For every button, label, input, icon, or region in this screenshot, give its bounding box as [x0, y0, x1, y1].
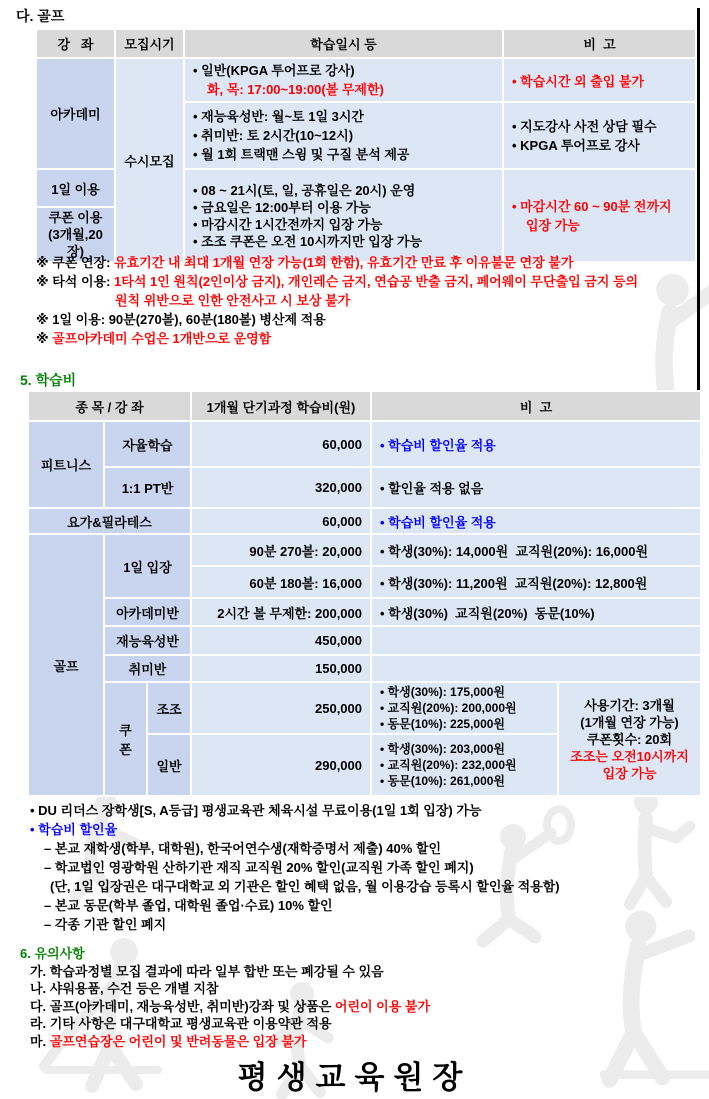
schedule-line: • 금요일은 12:00부터 이용 가능	[193, 199, 371, 215]
usage-line: (1개월 연장 가능)	[580, 714, 679, 730]
cell-self-study-note: • 학습비 할인율 적용	[371, 421, 701, 467]
section-5-title: 5. 학습비	[20, 372, 77, 388]
caution-red-text: 골프연습장은 어린이 및 반려동물은 입장 불가	[49, 1033, 307, 1049]
t1-header-remarks: 비 고	[503, 29, 696, 58]
cautions-section	[20, 945, 430, 1050]
page-edge-line	[697, 8, 700, 390]
footnote-label: ※ 타석 이용:	[36, 274, 115, 289]
footnote-tee-use	[36, 272, 704, 291]
cell-hobby-note-empty	[371, 655, 701, 682]
footnote-red-text: 유효기간 내 최대 1개월 연장 가능(1회 한함), 유효기간 만료 후 이유불문 연장 불가	[114, 255, 574, 270]
caution-red-text: 어린이 이용 불가	[334, 998, 431, 1014]
coupon-label-line: (3개월,20장)	[48, 227, 103, 259]
note-discount-abolished: – 각종 기관 할인 폐지	[44, 917, 167, 932]
cell-hobby-fee: 150,000	[191, 655, 371, 682]
discount-line: • 동문(10%): 261,000원	[380, 774, 506, 788]
footnotes	[36, 253, 704, 348]
note-discount-rate-title: • 학습비 할인율	[30, 822, 118, 837]
cell-coupon-general-fee: 290,000	[191, 734, 371, 796]
cell-pt-note: • 할인율 적용 없음	[371, 467, 701, 508]
note-line-red: 입장 가능	[526, 217, 580, 233]
signature-title: 평생교육원장	[237, 1060, 472, 1095]
cell-coupon-general-label: 일반	[147, 734, 191, 796]
footnote-academy-class	[36, 329, 704, 348]
schedule-line-red: 화, 목: 17:00~19:00(볼 무제한)	[207, 82, 384, 97]
discount-notes	[30, 801, 560, 934]
cell-day-entry-note-60: • 학생(30%): 11,200원 교직원(20%): 12,800원	[371, 566, 701, 598]
cell-academy-class-label: 아카데미반	[104, 598, 191, 626]
t2-header-category: 종 목 / 강 좌	[28, 391, 191, 421]
caution-item-ra: 라. 기타 사항은 대구대학교 평생교육관 이용약관 적용	[30, 1016, 332, 1031]
t2-header-remarks: 비 고	[371, 391, 701, 421]
cell-yoga-note: • 학습비 할인율 적용	[371, 508, 701, 534]
cell-coupon-general-discounts	[371, 734, 558, 796]
coupon-label-line: 쿠폰 이용	[48, 210, 103, 225]
discount-line: • 교직원(20%): 200,000원	[380, 701, 517, 715]
footnote-coupon-extend	[36, 253, 704, 272]
schedule-line: • 08 ~ 21시(토, 일, 공휴일은 20시) 운영	[193, 182, 416, 198]
cell-day-entry-label: 1일 입장	[104, 534, 191, 598]
cell-golf-label: 골프	[28, 534, 104, 796]
caution-text: 마.	[30, 1033, 50, 1049]
discount-line: • 학생(30%): 175,000원	[380, 685, 506, 699]
tuition-fee-table	[27, 390, 702, 797]
caution-item-na: 나. 샤워용품, 수건 등은 개별 지참	[30, 981, 219, 996]
cell-coupon-early-label: 조조	[147, 682, 191, 734]
note-discount-staff: – 학교법인 영광학원 산하기관 재직 교직원 20% 할인(교직원 가족 할인 폐지)	[44, 860, 474, 875]
t2-header-fee: 1개월 단기과정 학습비(원)	[191, 391, 371, 421]
footnote-one-day: ※ 1일 이용: 90분(270볼), 60분(180볼) 병산제 적용	[36, 312, 326, 327]
section-c-title: 다. 골프	[16, 8, 65, 24]
section-6-title: 6. 유의사항	[20, 946, 85, 961]
caution-item-da	[20, 998, 430, 1016]
note-discount-students: – 본교 재학생(학부, 대학원), 한국어연수생(재학증명서 제출) 40% 할인	[44, 841, 442, 856]
cell-fitness-label: 피트니스	[28, 421, 104, 508]
cell-academy-class-fee: 2시간 볼 무제한: 200,000	[191, 598, 371, 626]
t1-header-schedule: 학습일시 등	[184, 29, 503, 58]
schedule-line: • 마감시간 1시간전까지 입장 가능	[193, 216, 383, 232]
cell-use-note	[503, 169, 696, 262]
caution-item-ma	[20, 1033, 430, 1051]
cell-coupon-usage-info	[558, 682, 701, 796]
cell-day-entry-fee-90: 90분 270볼: 20,000	[191, 534, 371, 566]
t1-header-course: 강 좌	[36, 29, 115, 58]
cell-day-entry-fee-60: 60분 180볼: 16,000	[191, 566, 371, 598]
cell-academy-class-note	[503, 102, 696, 169]
cell-talent-note-empty	[371, 626, 701, 655]
cell-coupon-early-fee: 250,000	[191, 682, 371, 734]
footnote-red-text: 1타석 1인 원칙(2인이상 금지), 개인레슨 금지, 연습공 반출 금지, 페어웨이 무단출입 금지 등의	[114, 274, 639, 289]
note-discount-staff-cond: (단, 1일 입장권은 대구대학교 외 기관은 할인 혜택 없음, 월 이용강습 등록시 할인율 적용함)	[50, 879, 560, 894]
note-line: • KPGA 투어프로 강사	[512, 137, 640, 153]
footnote-label: ※	[36, 331, 53, 346]
schedule-line: • 월 1회 트랙맨 스윙 및 구질 분석 제공	[193, 147, 410, 162]
caution-text: 다. 골프(아카데미, 재능육성반, 취미반)강좌 및 상품은	[30, 998, 335, 1014]
discount-line: • 동문(10%): 225,000원	[380, 717, 506, 731]
note-du-leaders: • DU 리더스 장학생[S, A등급] 평생교육관 체육시설 무료이용(1일 1회 입장) 가능	[30, 803, 482, 818]
cell-use-schedule	[184, 169, 503, 262]
schedule-line: • 일반(KPGA 투어프로 강사)	[193, 63, 355, 78]
cell-talent-label: 재능육성반	[104, 626, 191, 655]
note-line-red: • 마감시간 60 ~ 90분 전까지	[512, 198, 672, 214]
discount-line: • 교직원(20%): 232,000원	[380, 758, 517, 772]
cell-hobby-label: 취미반	[104, 655, 191, 682]
usage-line-red: 조조는 오전10시까지	[570, 748, 689, 764]
schedule-line: • 취미반: 토 2시간(10~12시)	[193, 128, 354, 143]
golf-schedule-table	[35, 28, 697, 263]
cell-pt-fee: 320,000	[191, 467, 371, 508]
cell-coupon-early-discounts	[371, 682, 558, 734]
cell-yoga-label: 요가&필라테스	[28, 508, 191, 534]
caution-item-ga: 가. 학습과정별 모집 결과에 따라 일부 합반 또는 폐강될 수 있음	[30, 963, 384, 979]
cell-coupon-group-label: 쿠폰	[104, 682, 147, 796]
cell-self-study-fee: 60,000	[191, 421, 371, 467]
cell-talent-fee: 450,000	[191, 626, 371, 655]
note-line: • 지도강사 사전 상담 필수	[512, 118, 657, 134]
footnote-tee-use-cont: 원칙 위반으로 인한 안전사고 시 보상 불가	[115, 293, 351, 308]
cell-recruit-anytime: 수시모집	[115, 58, 184, 262]
cell-academy-general-schedule	[184, 58, 503, 102]
footnote-red-text: 골프아카데미 수업은 1개반으로 운영함	[52, 331, 272, 346]
schedule-line: • 조조 쿠폰은 오전 10시까지만 입장 가능	[193, 233, 423, 249]
usage-line: 쿠폰횟수: 20회	[586, 731, 673, 747]
cell-pt-label: 1:1 PT반	[104, 467, 191, 508]
cell-academy-class-schedule	[184, 102, 503, 169]
note-discount-alumni: – 본교 동문(학부 졸업, 대학원 졸업·수료) 10% 할인	[44, 898, 333, 913]
cell-academy-general-note: • 학습시간 외 출입 불가	[503, 58, 696, 102]
schedule-line: • 재능육성반: 월~토 1일 3시간	[193, 109, 364, 124]
discount-line: • 학생(30%): 203,000원	[380, 742, 506, 756]
cell-academy-class-note: • 학생(30%) 교직원(20%) 동문(10%)	[371, 598, 701, 626]
t1-header-recruit: 모집시기	[115, 29, 184, 58]
usage-line: 사용기간: 3개월	[584, 697, 675, 713]
usage-line-red: 입장 가능	[602, 765, 657, 781]
cell-self-study-label: 자율학습	[104, 421, 191, 467]
cell-one-day-label: 1일 이용	[36, 169, 115, 207]
cell-yoga-fee: 60,000	[191, 508, 371, 534]
footnote-label: ※ 쿠폰 연장:	[36, 255, 115, 270]
cell-academy-label: 아카데미	[36, 58, 115, 169]
cell-day-entry-note-90: • 학생(30%): 14,000원 교직원(20%): 16,000원	[371, 534, 701, 566]
